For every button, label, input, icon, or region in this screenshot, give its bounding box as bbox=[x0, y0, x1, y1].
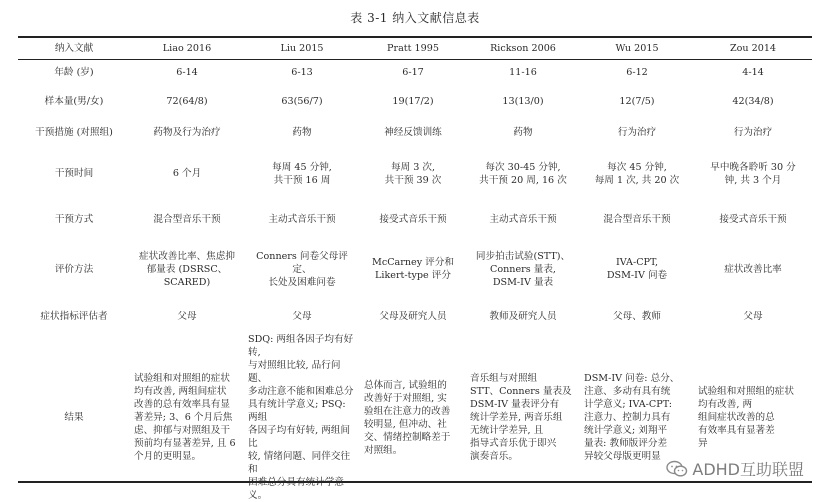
table-cell: 总体而言, 试验组的 改善好于对照组, 实 验组在注意力的改善 较明显, 但冲动、社 交、情绪控制略差于 对照组。 bbox=[364, 379, 451, 456]
table-row bbox=[18, 239, 812, 299]
table-cell: IVA-CPT, DSM-IV 问卷 bbox=[606, 257, 668, 281]
table-cell: 行为治疗 bbox=[617, 126, 657, 138]
table-cell: 接受式音乐干预 bbox=[379, 213, 447, 225]
table-cell: 症状改善比率、焦虑抑 郁量表 (DSRSC、SCARED) bbox=[139, 250, 235, 288]
watermark-text: ADHD互助联盟 bbox=[692, 460, 804, 479]
table-row bbox=[18, 199, 812, 239]
table-cell: 每周 3 次, 共干预 39 次 bbox=[384, 161, 442, 186]
row-label: 症状指标评估者 bbox=[40, 310, 108, 322]
header-row bbox=[18, 38, 812, 58]
header-cell: Liu 2015 bbox=[280, 42, 324, 54]
row-label: 干预措施 (对照组) bbox=[35, 126, 113, 138]
table-cell: 药物 bbox=[292, 126, 312, 138]
literature-info-table bbox=[18, 38, 812, 502]
table-cell: 12(7/5) bbox=[619, 96, 655, 107]
table-cell: 混合型音乐干预 bbox=[603, 213, 671, 225]
table-cell: 试验组和对照组的症状 均有改善, 两 组间症状改善的总 有效率具有显著差 异 bbox=[698, 386, 794, 449]
watermark bbox=[666, 457, 804, 480]
table-row bbox=[18, 299, 812, 333]
header-cell: Zou 2014 bbox=[729, 42, 777, 54]
header-cell: Liao 2016 bbox=[162, 42, 212, 54]
table-cell: 同步拍击试验(STT)、 Conners 量表, DSM-IV 量表 bbox=[475, 250, 571, 288]
table-cell: 11-16 bbox=[509, 67, 537, 78]
row-label: 评价方法 bbox=[54, 263, 94, 275]
table-cell: 父母 bbox=[292, 310, 312, 322]
table-cell: 试验组和对照组的症状 均有改善, 两组间症状 改善的总有效率具有显 著差异; 3、6 个月后焦 虑、抑郁与对照组及干 预前均有显著差异, 且 6 个月的更明显。 bbox=[134, 373, 236, 462]
table-caption: 表 3-1 纳入文献信息表 bbox=[350, 11, 480, 25]
table-cell: 每周 45 分钟, 共干预 16 周 bbox=[272, 161, 332, 186]
table-cell: Conners 问卷父母评定、 长处及困难问卷 bbox=[256, 250, 348, 288]
table-row bbox=[18, 148, 812, 199]
row-label: 样本量(男/女) bbox=[44, 96, 104, 107]
table-cell: 42(34/8) bbox=[732, 96, 774, 107]
table-cell: McCarney 评分和 Likert-type 评分 bbox=[372, 257, 454, 281]
table-row bbox=[18, 116, 812, 148]
table-cell: 父母 bbox=[177, 310, 197, 322]
table-cell: 父母 bbox=[743, 310, 763, 322]
table-cell: DSM-IV 问卷: 总分、 注意、多动有具有统 计学意义; IVA-CPT: 注意力、控制力具有 统计学意义; 刘翔平 量表: 教师版评分差 异较父母版更明显 bbox=[584, 373, 680, 462]
table-cell: 每次 30-45 分钟, 共干预 20 周, 16 次 bbox=[479, 161, 567, 186]
table-row bbox=[18, 87, 812, 116]
header-cell: Pratt 1995 bbox=[387, 42, 439, 54]
row-label: 干预方式 bbox=[54, 213, 94, 225]
table-cell: 每次 45 分钟, 每周 1 次, 共 20 次 bbox=[594, 161, 680, 186]
table-cell: 行为治疗 bbox=[733, 126, 773, 138]
table-cell: 主动式音乐干预 bbox=[489, 213, 557, 225]
header-cell: Rickson 2006 bbox=[490, 42, 556, 54]
wechat-icon bbox=[666, 460, 688, 478]
table-cell: 6-13 bbox=[291, 67, 313, 78]
table-cell: 主动式音乐干预 bbox=[268, 213, 336, 225]
row-label: 结果 bbox=[64, 412, 84, 423]
table-cell: 音乐组与对照组 STT、Conners 量表及 DSM-IV 量表评分有 统计学差异, 两音乐组 无统计学差异, 且 指导式音乐优于即兴 演奏音乐。 bbox=[470, 373, 572, 462]
table-cell: 6 个月 bbox=[172, 168, 202, 179]
table-cell: 6-12 bbox=[626, 67, 648, 78]
table-cell: 混合型音乐干预 bbox=[153, 213, 221, 225]
table-cell: 4-14 bbox=[742, 67, 764, 78]
row-label: 干预时间 bbox=[54, 168, 94, 179]
row-label: 年龄 (岁) bbox=[54, 67, 94, 78]
table-cell: 13(13/0) bbox=[502, 96, 544, 107]
table-cell: 63(56/7) bbox=[281, 96, 323, 107]
table-cell: SDQ: 两组各因子均有好转, 与对照组比较, 品行问题、 多动注意不能和困难总分 具有统计学意义; PSQ: 两组 各因子均有好转, 两组间比 较, 情绪问题、同伴交往和 困难总分具有统计学意义。 bbox=[248, 334, 354, 501]
table-cell: 接受式音乐干预 bbox=[719, 213, 787, 225]
table-cell: 药物及行为治疗 bbox=[153, 126, 221, 138]
table-cell: 早中晚各聆听 30 分 钟, 共 3 个月 bbox=[710, 161, 796, 186]
table-cell: 6-17 bbox=[402, 67, 424, 78]
table-cell: 神经反馈训练 bbox=[384, 126, 442, 138]
header-cell: Wu 2015 bbox=[615, 42, 659, 54]
table-cell: 教师及研究人员 bbox=[489, 310, 557, 322]
table-cell: 6-14 bbox=[176, 67, 198, 78]
table-cell: 父母、教师 bbox=[613, 310, 661, 322]
table-cell: 症状改善比率 bbox=[724, 263, 782, 275]
table-cell: 72(64/8) bbox=[166, 96, 208, 107]
table-cell: 父母及研究人员 bbox=[379, 310, 447, 322]
header-cell: 纳入文献 bbox=[54, 42, 94, 54]
table-cell: 19(17/2) bbox=[392, 96, 434, 107]
table-row bbox=[18, 58, 812, 87]
table-cell: 药物 bbox=[513, 126, 533, 138]
